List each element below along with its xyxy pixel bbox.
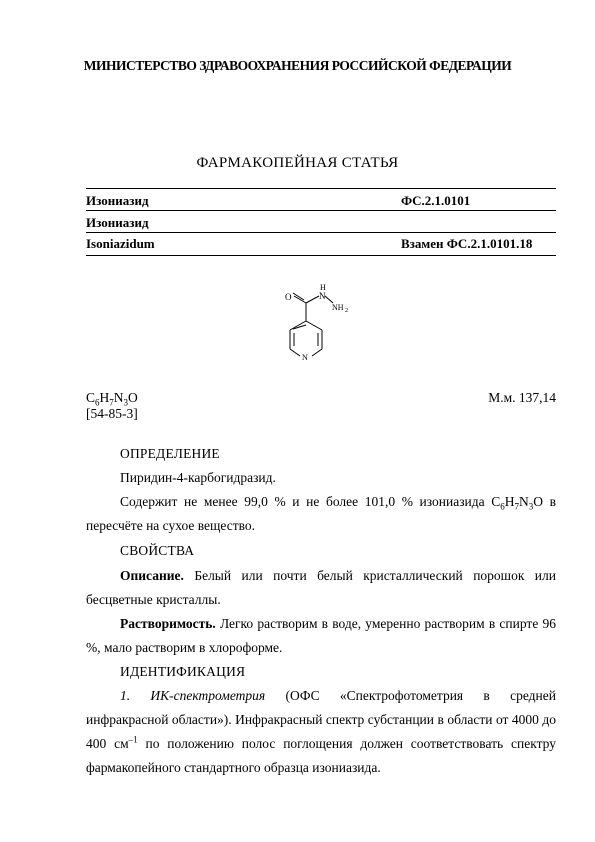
header-row-1 [86,193,556,217]
article-title: ФАРМАКОПЕЙНАЯ СТАТЬЯ [196,155,399,171]
atom-nh2-subscript: 2 [345,308,348,314]
drug-name-ru-2: Изониазид [86,215,149,230]
section-properties: СВОЙСТВА [120,543,195,558]
header-rule [86,255,556,256]
cas-number: [54-85-3] [86,406,138,421]
structural-formula [272,279,362,374]
section-identification: ИДЕНТИФИКАЦИЯ [120,664,246,679]
header-rule [86,210,556,211]
header-rule [86,188,556,189]
atom-n-ring: N [302,353,308,362]
atom-nh2: NH [332,303,344,312]
header-row-3 [86,236,556,260]
molecular-formula: $C_6H_7N_3O$ [86,390,138,408]
atom-o: O [285,292,292,302]
replaces-code: Взамен ФС.2.1.0101.18 [401,236,533,251]
atom-h: H [320,283,326,292]
atom-n-hydrazide: N [319,291,326,301]
section-definition: ОПРЕДЕЛЕНИЕ [120,446,220,461]
molecular-mass: М.м. 137,14 [488,390,556,405]
drug-name-ru: Изониазид [86,193,149,208]
header-rule [86,232,556,233]
content-paragraph: Содержит не менее 99,0 % и не более 101,0 % изониазида $C_6H_7N_3O$ в пересчёте на сухое вещество. [86,494,556,533]
solubility-paragraph: Растворимость. Легко растворим в воде, умеренно растворим в спирте 96 %, мало растворим в хлороформе. [86,616,556,655]
article-code: ФС.2.1.0101 [401,193,471,208]
drug-name-latin: Isoniazidum [86,236,155,251]
ministry-heading: МИНИСТЕРСТВО ЗДРАВООХРАНЕНИЯ РОССИЙСКОЙ ФЕДЕРАЦИИ [83,58,512,73]
chemical-name: Пиридин-4-карбогидразид. [120,470,276,485]
ir-spectrometry-paragraph: 1. ИК-спектрометрия (ОФС «Спектрофотометрия в средней инфракрасной области»). Инфракрасный спектр субстанции в области от 4000 до 400 $см^{-1}$ по положению полос поглощения должен соответствовать спектру фармакопейного стандартного образца изониазида. [86,688,556,775]
description-paragraph: Описание. Белый или почти белый кристаллический порошок или бесцветные кристаллы. [86,568,556,607]
